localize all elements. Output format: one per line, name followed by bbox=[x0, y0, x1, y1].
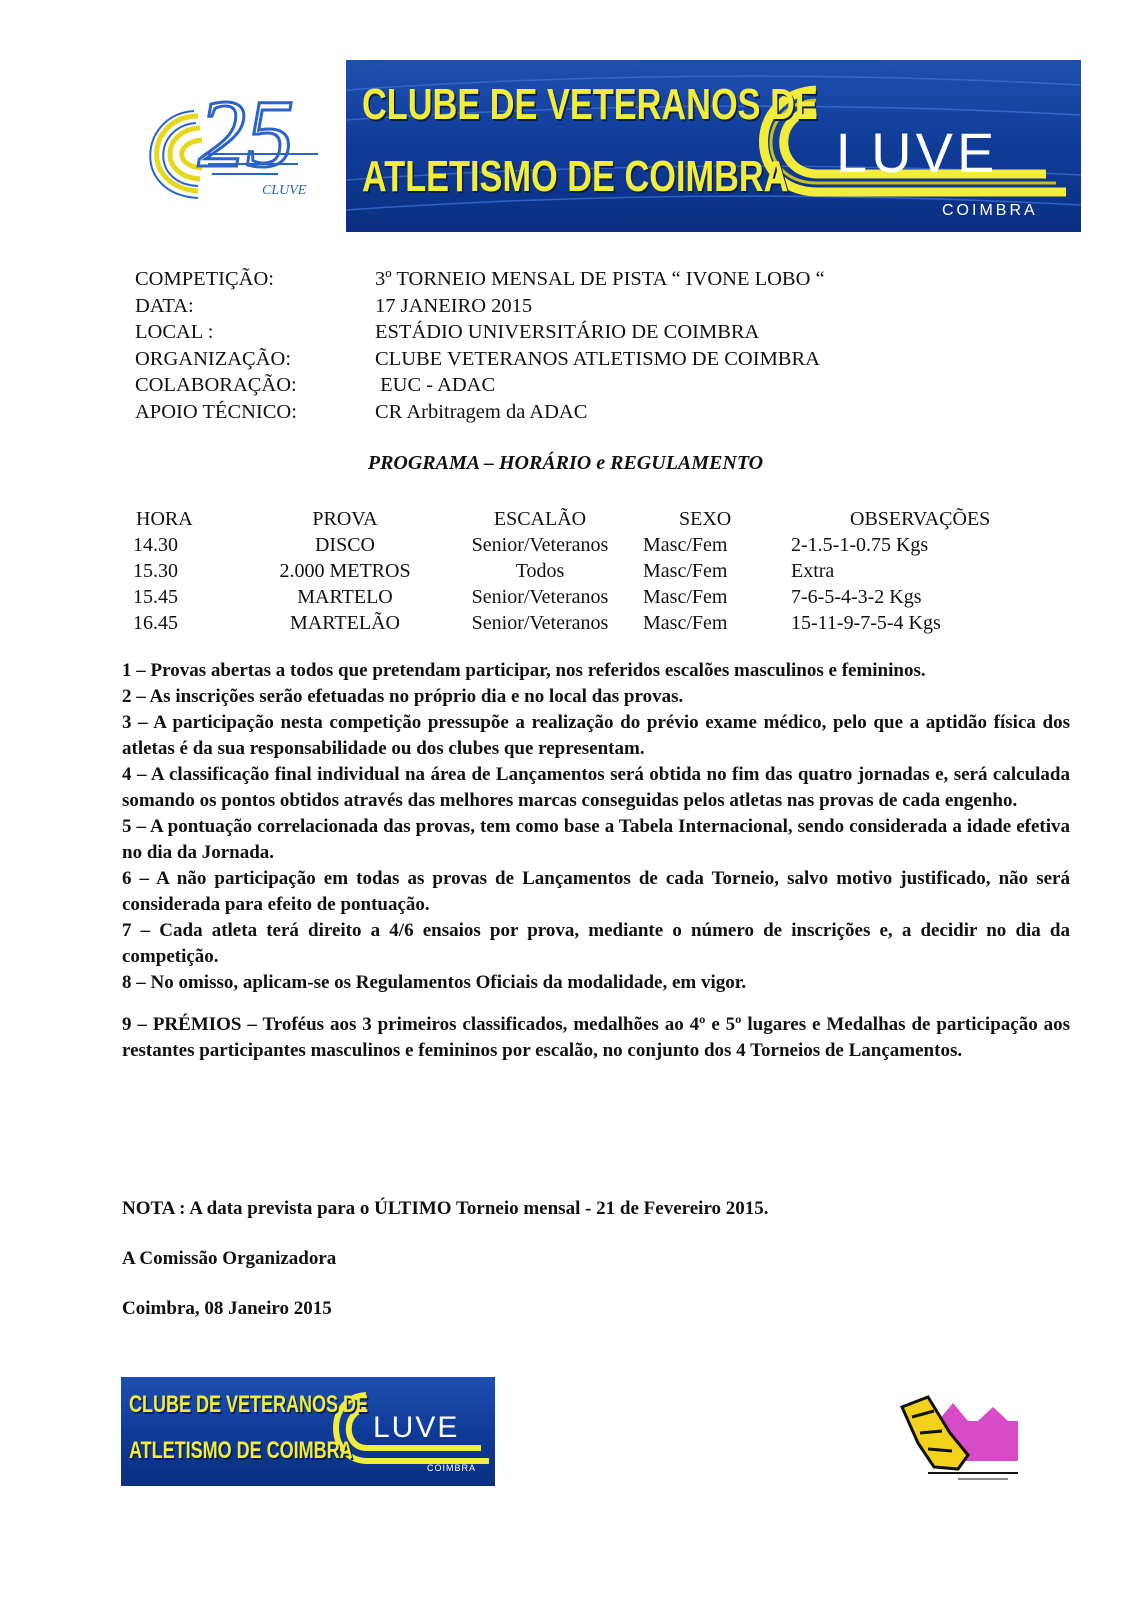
banner-city: COIMBRA bbox=[942, 202, 1038, 219]
competition-info bbox=[135, 268, 1035, 427]
place-date: Coimbra, 08 Janeiro 2015 bbox=[122, 1298, 332, 1319]
rule-item: 7 – Cada atleta terá direito a 4/6 ensaios por prova, mediante o número de inscrições e, a decidir no dia da competição. bbox=[122, 920, 1070, 967]
header-observacoes: OBSERVAÇÕES bbox=[850, 508, 991, 530]
program-title: PROGRAMA – HORÁRIO e REGULAMENTO bbox=[367, 452, 764, 474]
table-row bbox=[128, 560, 1048, 586]
cell-hora: 15.30 bbox=[133, 560, 178, 582]
info-label: COLABORAÇÃO: bbox=[135, 374, 297, 396]
banner-title-line2: ATLETISMO DE COIMBRA bbox=[362, 152, 789, 201]
svg-text:25: 25 bbox=[198, 80, 294, 187]
cell-escalao: Senior/Veteranos bbox=[471, 534, 609, 556]
rule-item: 4 – A classificação final individual na área de Lançamentos será obtida no fim das quatro jornadas e, será calculada somando os pontos obtidos através das melhores marcas conseguidas pelos atletas nas provas de cada engenho. bbox=[122, 764, 1070, 811]
table-row bbox=[128, 612, 1048, 638]
cell-escalao: Senior/Veteranos bbox=[471, 612, 609, 634]
cell-observacoes: 7-6-5-4-3-2 Kgs bbox=[791, 586, 922, 608]
rules-list bbox=[122, 658, 1070, 1064]
info-value: ESTÁDIO UNIVERSITÁRIO DE COIMBRA bbox=[375, 321, 760, 343]
shoe-emblem-icon bbox=[898, 1393, 1028, 1493]
anniversary-25-logo bbox=[128, 76, 328, 226]
header-prova: PROVA bbox=[312, 508, 378, 530]
info-row bbox=[135, 295, 1035, 322]
club-banner-bottom bbox=[121, 1377, 495, 1486]
info-label: COMPETIÇÃO: bbox=[135, 268, 274, 290]
info-value: CR Arbitragem da ADAC bbox=[375, 400, 588, 423]
header-hora: HORA bbox=[136, 508, 193, 530]
info-value: EUC - ADAC bbox=[375, 374, 496, 396]
banner-brand: LUVE bbox=[836, 121, 999, 184]
cell-hora: 14.30 bbox=[133, 534, 178, 556]
cell-sexo: Masc/Fem bbox=[643, 586, 728, 608]
cell-observacoes: Extra bbox=[791, 560, 835, 582]
rule-item: 5 – A pontuação correlacionada das provas, tem como base a Tabela Internacional, sendo considerada a idade efetiva no dia da Jornada. bbox=[122, 816, 1070, 863]
info-value: CLUBE VETERANOS ATLETISMO DE COIMBRA bbox=[375, 347, 820, 370]
rule-item: 8 – No omisso, aplicam-se os Regulamentos Oficiais da modalidade, em vigor. bbox=[122, 972, 747, 993]
info-label: ORGANIZAÇÃO: bbox=[135, 347, 292, 370]
cell-sexo: Masc/Fem bbox=[643, 612, 728, 634]
cell-observacoes: 15-11-9-7-5-4 Kgs bbox=[791, 612, 941, 634]
info-row bbox=[135, 348, 1035, 375]
info-label: DATA: bbox=[135, 294, 194, 317]
svg-text:CLUVE: CLUVE bbox=[262, 183, 307, 198]
schedule-table bbox=[128, 508, 1048, 638]
cell-hora: 15.45 bbox=[133, 586, 178, 608]
info-row bbox=[135, 268, 1035, 295]
banner-city: COIMBRA bbox=[427, 1463, 477, 1473]
rule-item: 2 – As inscrições serão efetuadas no próprio dia e no local das provas. bbox=[122, 686, 684, 707]
table-row bbox=[128, 534, 1048, 560]
header-sexo: SEXO bbox=[679, 508, 732, 530]
cell-hora: 16.45 bbox=[133, 612, 178, 634]
cell-prova: 2.000 METROS bbox=[279, 560, 411, 582]
table-header bbox=[128, 508, 1048, 534]
banner-title-line2: ATLETISMO DE COIMBRA bbox=[129, 1437, 353, 1464]
info-value: 17 JANEIRO 2015 bbox=[375, 294, 533, 317]
cell-escalao: Todos bbox=[515, 560, 565, 582]
signature: A Comissão Organizadora bbox=[122, 1248, 337, 1269]
info-label: APOIO TÉCNICO: bbox=[135, 400, 297, 423]
info-value: 3º TORNEIO MENSAL DE PISTA “ IVONE LOBO “ bbox=[375, 268, 825, 290]
cell-prova: MARTELO bbox=[297, 586, 393, 608]
banner-title-line1: CLUBE DE VETERANOS DE bbox=[362, 80, 818, 129]
cell-sexo: Masc/Fem bbox=[643, 534, 728, 556]
cell-prova: DISCO bbox=[314, 534, 375, 556]
rule-item: 6 – A não participação em todas as provas de Lançamentos de cada Torneio, salvo motivo justificado, não será considerada para efeito de pontuação. bbox=[122, 868, 1070, 915]
info-row bbox=[135, 401, 1035, 428]
rule-item: 1 – Provas abertas a todos que pretendam participar, nos referidos escalões masculinos e femininos. bbox=[122, 660, 926, 681]
info-row bbox=[135, 321, 1035, 348]
rule-item: 3 – A participação nesta competição pressupõe a realização do prévio exame médico, pelo que a aptidão física dos atletas é da sua responsabilidade ou dos clubes que representam. bbox=[122, 712, 1070, 759]
note: NOTA : A data prevista para o ÚLTIMO Torneio mensal - 21 de Fevereiro 2015. bbox=[122, 1198, 769, 1219]
header-escalao: ESCALÃO bbox=[493, 508, 587, 530]
cell-escalao: Senior/Veteranos bbox=[471, 586, 609, 608]
cell-observacoes: 2-1.5-1-0.75 Kgs bbox=[791, 534, 929, 556]
cell-prova: MARTELÃO bbox=[290, 612, 400, 634]
banner-title-line1: CLUBE DE VETERANOS DE bbox=[129, 1391, 369, 1418]
info-row bbox=[135, 374, 1035, 401]
prizes-paragraph: 9 – PRÉMIOS – Troféus aos 3 primeiros classificados, medalhões ao 4º e 5º lugares e Medalhas de participação aos restantes participantes masculinos e femininos por escalão, no conjunto dos 4 Torneios de Lançamentos. bbox=[122, 1014, 1070, 1061]
info-label: LOCAL : bbox=[135, 321, 214, 343]
banner-brand: LUVE bbox=[373, 1411, 460, 1444]
table-row bbox=[128, 586, 1048, 612]
club-banner-top bbox=[346, 60, 1081, 232]
cell-sexo: Masc/Fem bbox=[643, 560, 728, 582]
